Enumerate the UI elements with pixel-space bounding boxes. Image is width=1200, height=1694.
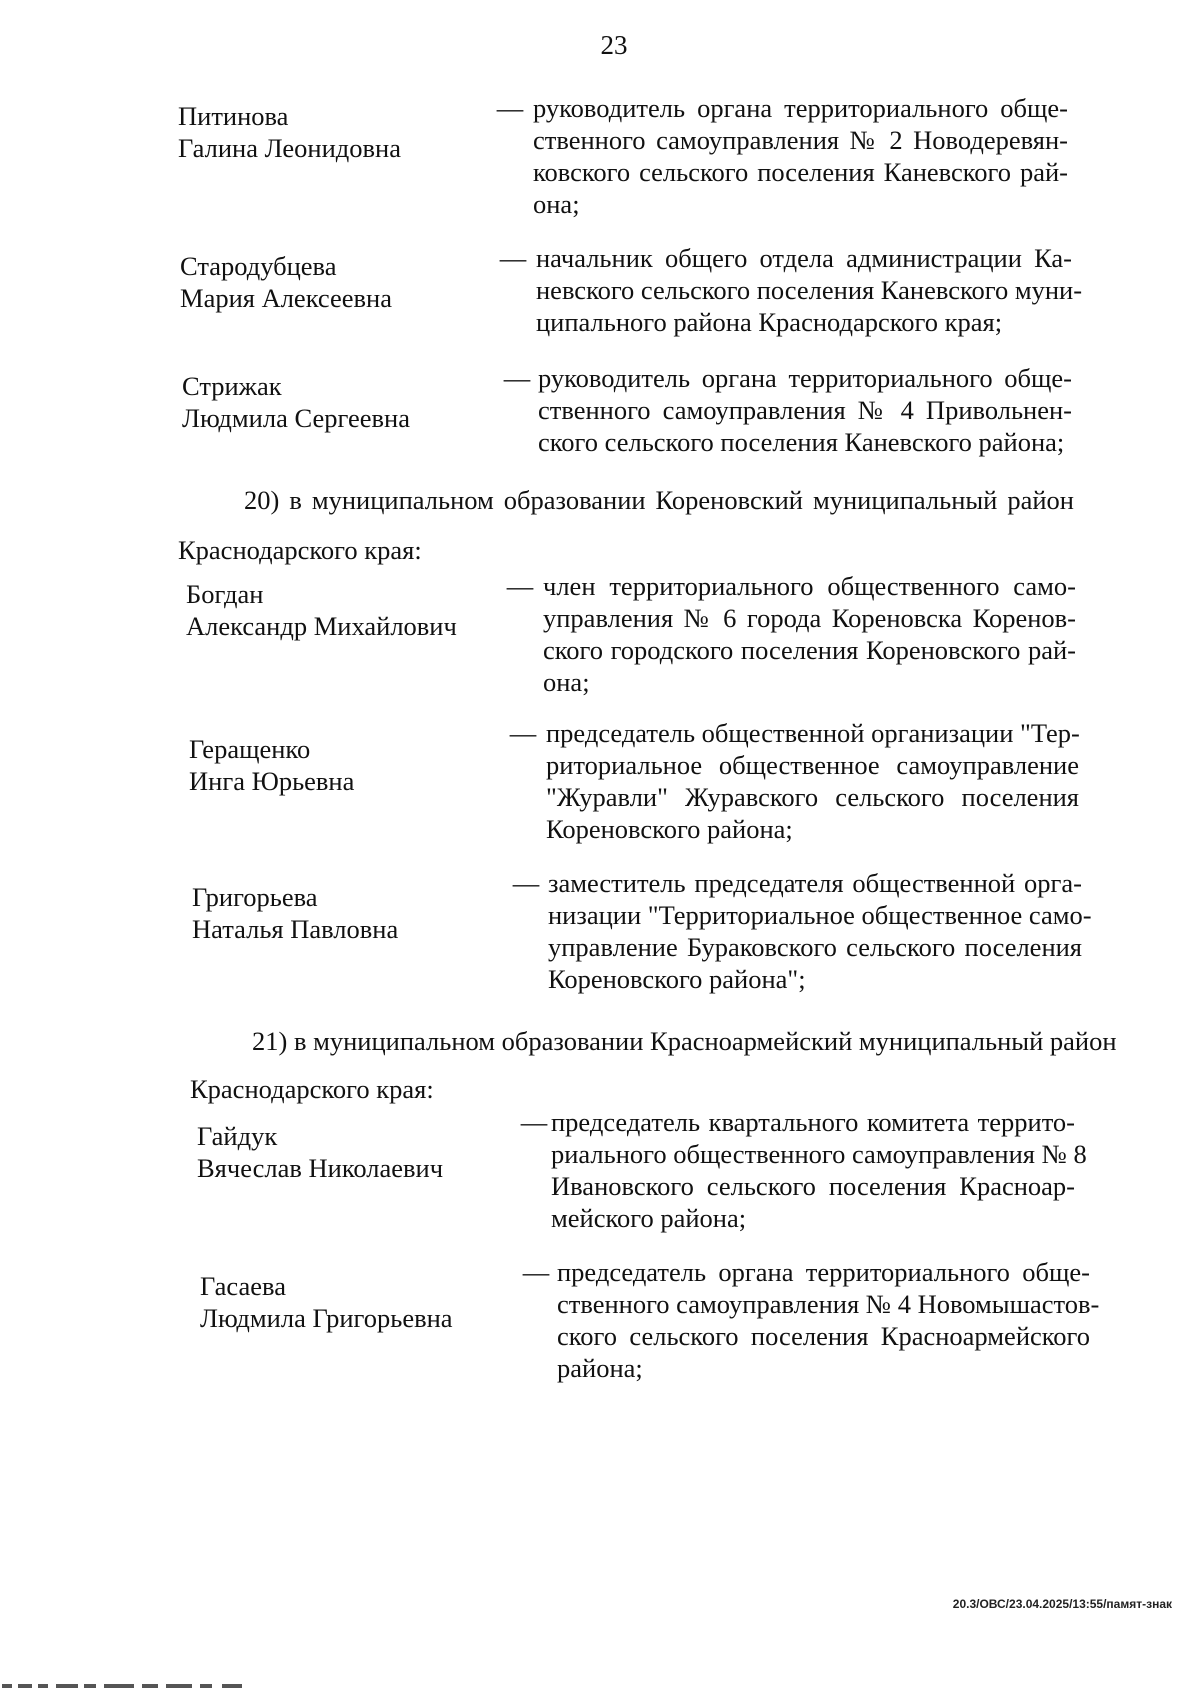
role-line: управление Бураковского сельского поселения (548, 932, 1082, 962)
member-name (178, 100, 478, 164)
member-role (548, 867, 1092, 995)
member-surname: Богдан (186, 579, 264, 609)
section-heading: 21) в муниципальном образовании Красноармейский муниципальный район (252, 1026, 1117, 1056)
member-role (538, 362, 1072, 458)
member-given-name: Вячеслав Николаевич (197, 1153, 444, 1183)
role-line: председатель квартального комитета террито- (551, 1107, 1075, 1137)
role-line: ственного самоуправления № 4 Новомышастов- (557, 1289, 1100, 1319)
role-line: ского сельского поселения Каневского района; (538, 427, 1065, 457)
member-given-name: Людмила Григорьевна (200, 1303, 453, 1333)
member-name (192, 881, 492, 945)
role-line: риального общественного самоуправления № 8 (551, 1139, 1087, 1169)
role-line: низации "Территориальное общественное само- (548, 900, 1092, 930)
section-heading-continuation: Краснодарского края: (190, 1074, 434, 1104)
member-surname: Питинова (178, 101, 289, 131)
role-line: ковского сельского поселения Каневского рай- (533, 157, 1068, 187)
role-line: председатель органа территориального обще- (557, 1257, 1090, 1287)
member-given-name: Наталья Павловна (192, 914, 399, 944)
role-line: риториальное общественное самоуправление (546, 750, 1079, 780)
member-name (200, 1270, 500, 1334)
role-line: председатель общественной организации "Тер- (546, 718, 1080, 748)
member-entry (192, 867, 1092, 997)
entry-dash: — (520, 1107, 548, 1137)
member-name (182, 370, 482, 434)
member-entry (186, 570, 1086, 700)
entry-dash: — (506, 571, 534, 601)
role-line: района; (557, 1353, 643, 1383)
entry-dash: — (509, 718, 537, 748)
role-line: ственного самоуправления № 2 Новодеревян- (533, 125, 1068, 155)
member-surname: Стрижак (182, 371, 282, 401)
role-line: "Журавли" Журавского сельского поселения (546, 782, 1079, 812)
member-name (189, 733, 489, 797)
member-entry (178, 92, 1078, 222)
member-given-name: Мария Алексеевна (180, 283, 392, 313)
member-surname: Гасаева (200, 1271, 286, 1301)
page-number: 23 (600, 30, 628, 60)
role-line: Кореновского района; (546, 814, 793, 844)
entry-dash: — (499, 243, 527, 273)
entry-dash: — (512, 868, 540, 898)
member-name (186, 578, 486, 642)
role-line: Ивановского сельского поселения Красноар- (551, 1171, 1075, 1201)
member-entry (200, 1256, 1100, 1386)
role-line: мейского района; (551, 1203, 747, 1233)
member-role (533, 92, 1068, 220)
member-entry (197, 1106, 1097, 1236)
member-entry (189, 717, 1089, 847)
role-line: она; (543, 667, 590, 697)
member-given-name: Людмила Сергеевна (182, 403, 410, 433)
member-surname: Григорьева (192, 882, 318, 912)
role-line: начальник общего отдела администрации Ка- (536, 243, 1072, 273)
member-entry (180, 242, 1083, 342)
document-registration-code: 20.3/ОВС/23.04.2025/13:55/памят-знак (952, 1597, 1172, 1611)
entry-dash: — (522, 1257, 550, 1287)
member-given-name: Инга Юрьевна (189, 766, 355, 796)
role-line: управления № 6 города Кореновска Коренов- (543, 603, 1076, 633)
role-line: руководитель органа территориального обще- (533, 93, 1068, 123)
entry-dash: — (496, 93, 524, 123)
member-name (180, 250, 480, 314)
entry-dash: — (503, 363, 531, 393)
member-role (546, 717, 1079, 845)
role-line: Кореновского района"; (548, 964, 806, 994)
member-given-name: Галина Леонидовна (178, 133, 401, 163)
member-given-name: Александр Михайлович (186, 611, 457, 641)
section-heading: 20) в муниципальном образовании Кореновский муниципальный район (244, 485, 1074, 515)
member-surname: Гайдук (197, 1121, 278, 1151)
role-line: ственного самоуправления № 4 Привольнен- (538, 395, 1072, 425)
role-line: член территориального общественного само- (543, 571, 1076, 601)
role-line: ского городского поселения Кореновского рай- (543, 635, 1076, 665)
role-line: она; (533, 189, 580, 219)
member-surname: Стародубцева (180, 251, 337, 281)
member-role (557, 1256, 1100, 1384)
section-heading-continuation: Краснодарского края: (178, 535, 422, 565)
member-surname: Геращенко (189, 734, 311, 764)
member-name (197, 1120, 497, 1184)
member-role (536, 242, 1083, 338)
role-line: ского сельского поселения Красноармейского (557, 1321, 1090, 1351)
member-role (543, 570, 1076, 698)
member-entry (182, 362, 1082, 462)
role-line: ципального района Краснодарского края; (536, 307, 1003, 337)
role-line: руководитель органа территориального обще- (538, 363, 1072, 393)
role-line: невского сельского поселения Каневского муни- (536, 275, 1083, 305)
member-role (551, 1106, 1087, 1234)
role-line: заместитель председателя общественной орга- (548, 868, 1082, 898)
scan-edge-marks (0, 1682, 300, 1690)
